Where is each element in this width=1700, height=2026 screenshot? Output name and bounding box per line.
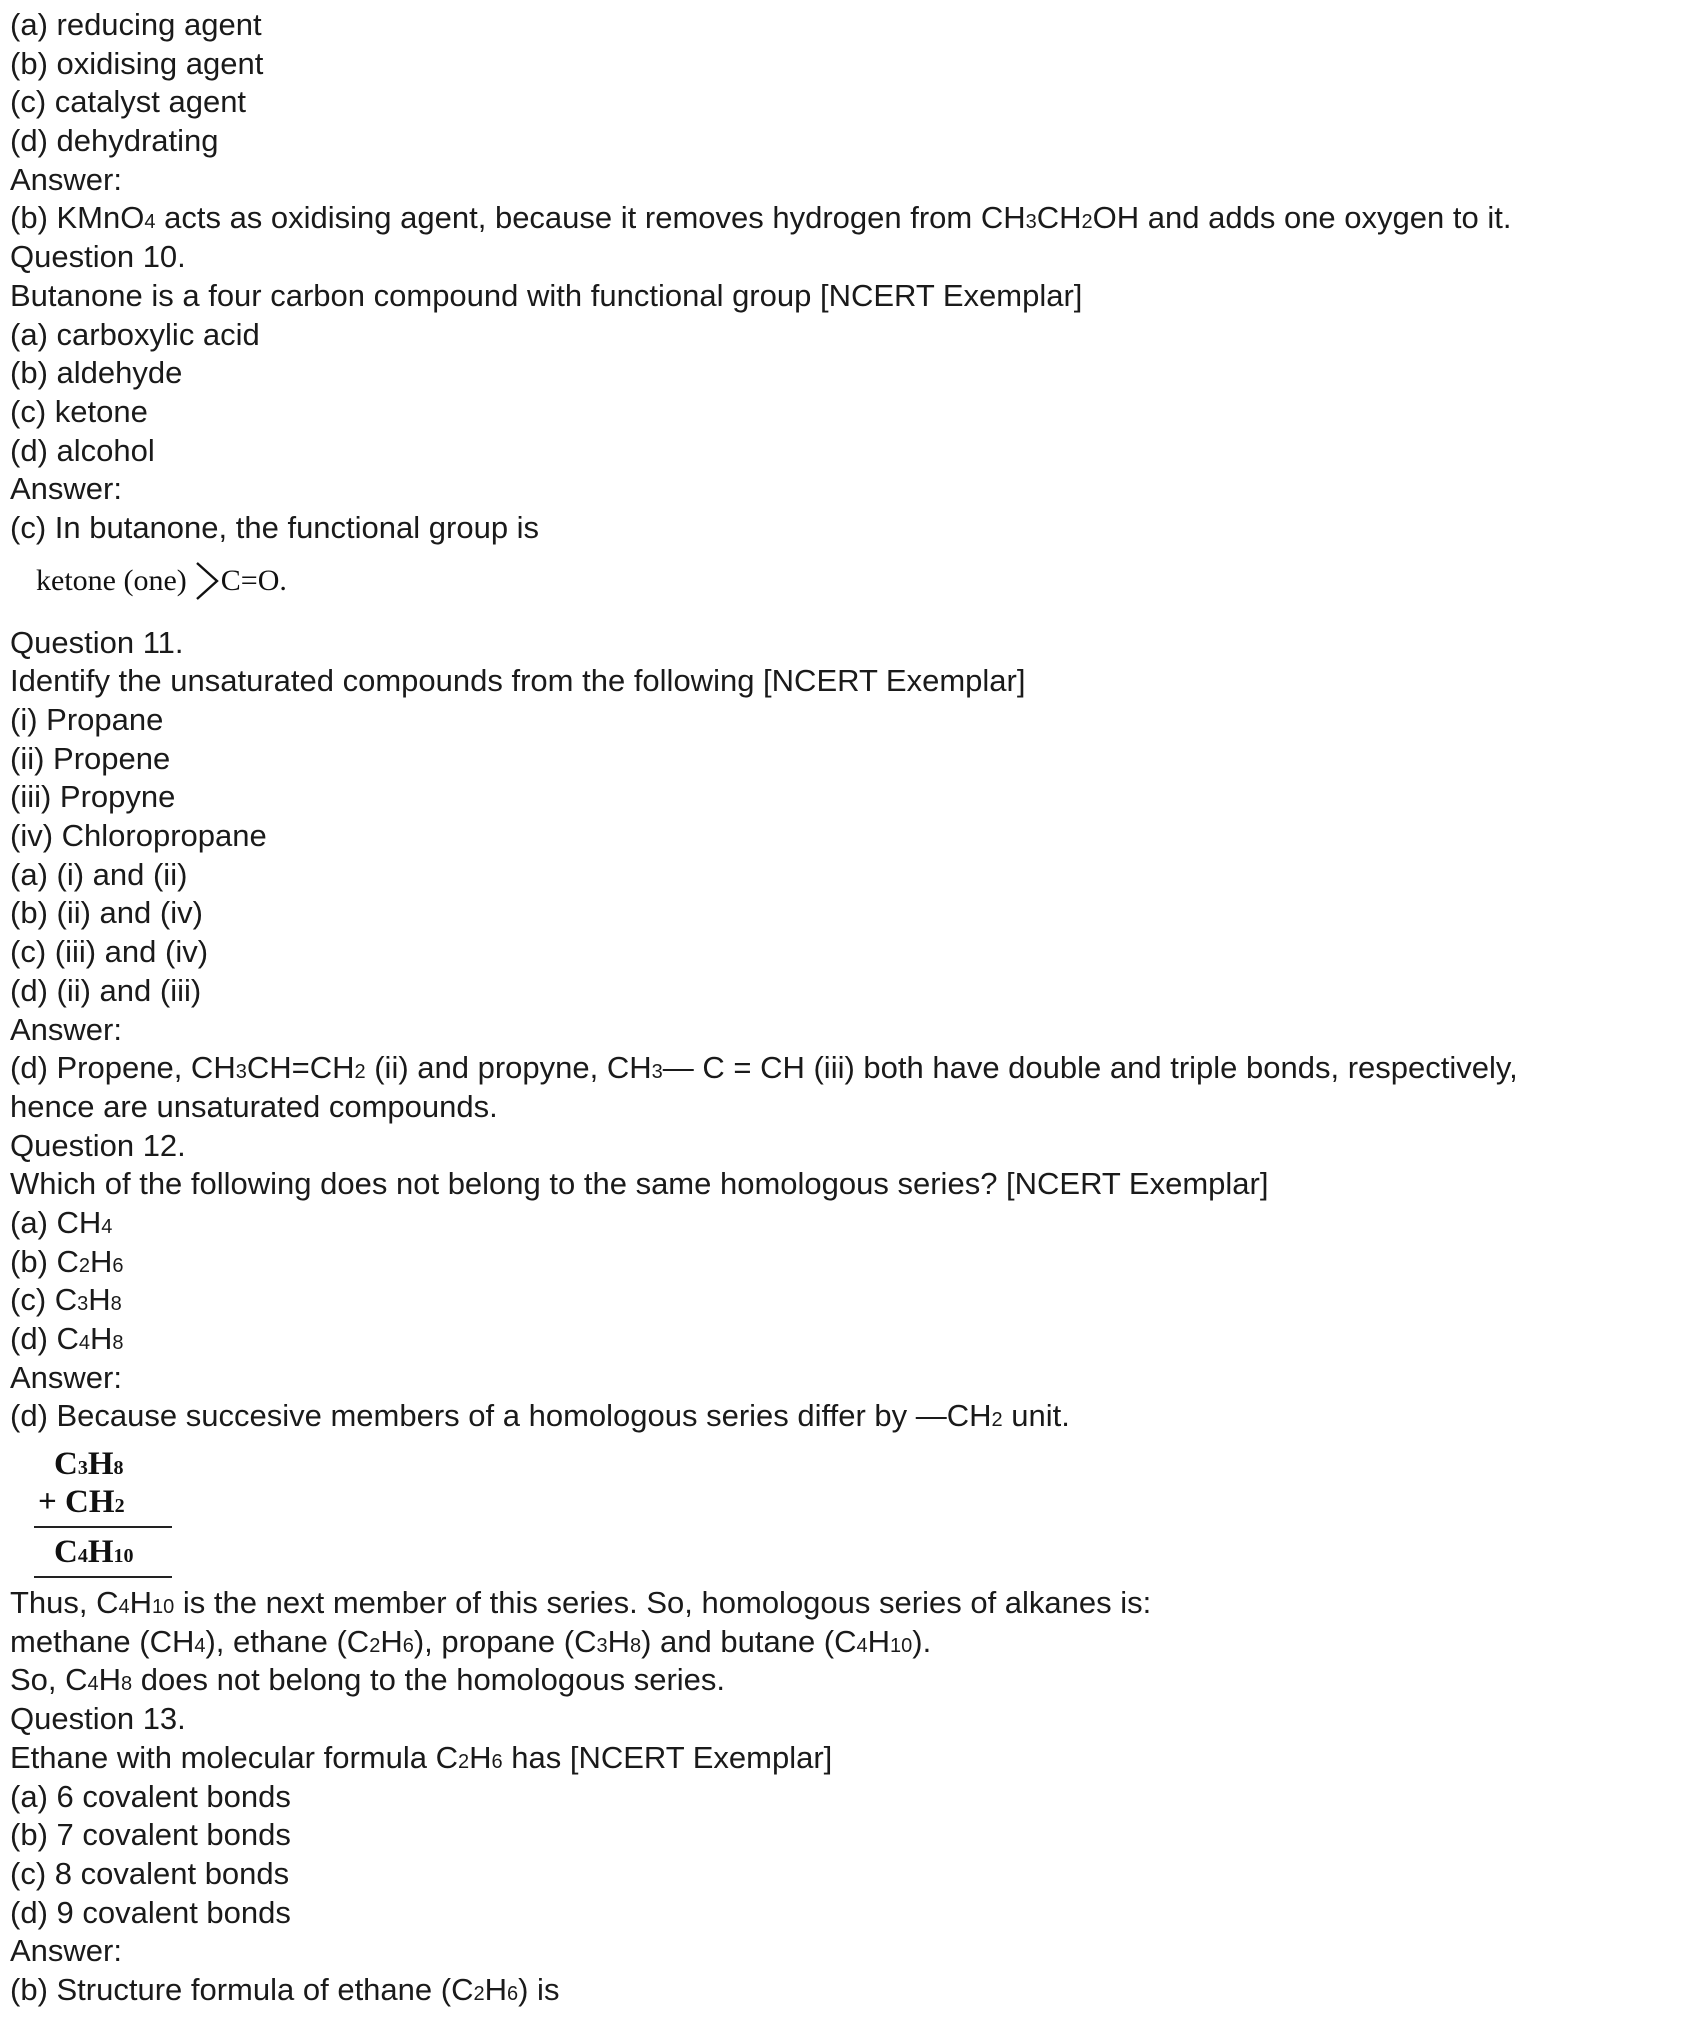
text-part: ), ethane (C <box>205 1623 370 1659</box>
q10-question: Butanone is a four carbon compound with functional group [NCERT Exemplar] <box>10 277 1083 313</box>
text-part: (b) Structure formula of ethane (C <box>10 1971 474 2007</box>
q9-answer-part: (b) KMnO <box>10 200 145 236</box>
text-part: does not belong to the homologous series. <box>132 1662 726 1698</box>
q10-option-b: (b) aldehyde <box>10 355 183 391</box>
q11-answer-text <box>10 1049 1690 1088</box>
q12-option-b <box>10 1243 1690 1282</box>
q12-title: Question 12. <box>10 1127 186 1163</box>
subscript: 2 <box>354 1061 366 1084</box>
text-part: ) is <box>518 1971 560 2007</box>
q9-answer-text <box>10 199 1690 238</box>
q12-answer-text <box>10 1397 1690 1436</box>
q11-item-i: (i) Propane <box>10 702 164 737</box>
text-part: So, C <box>10 1662 88 1698</box>
figure-sum-line <box>34 1526 172 1528</box>
formula-part: H <box>90 1243 113 1279</box>
q13-option-a: (a) 6 covalent bonds <box>10 1778 291 1814</box>
q13-answer-text <box>10 1971 1690 2010</box>
subscript: 2 <box>991 1409 1003 1432</box>
subscript: 6 <box>491 1750 503 1773</box>
subscript: 6 <box>507 1982 519 2005</box>
q12-explain-1 <box>10 1584 1690 1623</box>
q11-answer-label: Answer: <box>10 1011 122 1047</box>
formula-part: H <box>87 1534 114 1571</box>
subscript: 4 <box>77 1545 88 1568</box>
subscript: 4 <box>144 211 156 234</box>
subscript: 2 <box>78 1254 91 1277</box>
subscript: 4 <box>101 1215 113 1238</box>
text-part: is the next member of this series. So, homologous series of alkanes is: <box>174 1585 1152 1621</box>
ketone-figure-group: C=O. <box>220 563 287 597</box>
formula-part: H <box>87 1446 114 1483</box>
subscript: 8 <box>629 1634 642 1657</box>
text-part: H <box>484 1971 507 2007</box>
q12-option-c <box>10 1281 1690 1320</box>
text-part: H <box>469 1739 492 1775</box>
formula-part: (a) CH <box>10 1204 102 1240</box>
q12-question: Which of the following does not belong to the same homologous series? [NCERT Exemplar] <box>10 1166 1269 1202</box>
q9-option-d: (d) dehydrating <box>10 123 219 159</box>
subscript: 8 <box>113 1457 124 1480</box>
subscript: 6 <box>402 1634 414 1657</box>
q10-option-d: (d) alcohol <box>10 432 155 468</box>
text-part: has [NCERT Exemplar] <box>502 1739 833 1775</box>
q11-title: Question 11. <box>10 624 184 660</box>
q10-answer-label: Answer: <box>10 471 122 507</box>
subscript: 8 <box>121 1673 133 1696</box>
q13-answer-label: Answer: <box>10 1933 122 1969</box>
formula-part: H <box>88 1282 111 1318</box>
subscript: 2 <box>114 1495 125 1518</box>
formula-part: (d) C <box>10 1321 79 1356</box>
text-part: H <box>607 1623 630 1659</box>
q13-title: Question 13. <box>10 1701 186 1737</box>
subscript: 6 <box>112 1254 124 1277</box>
q10-title: Question 10. <box>10 239 186 275</box>
q12-option-a <box>10 1204 1690 1243</box>
subscript: 3 <box>651 1061 663 1084</box>
q12-explain-2 <box>10 1623 1690 1662</box>
subscript: 4 <box>87 1673 99 1696</box>
q13-option-c: (c) 8 covalent bonds <box>10 1855 290 1891</box>
formula-part: + CH <box>38 1484 115 1521</box>
formula-part: (c) C <box>10 1282 78 1318</box>
subscript: 4 <box>856 1634 868 1657</box>
q9-answer-part: OH and adds one oxygen to it. <box>1092 200 1512 236</box>
subscript: 2 <box>457 1750 470 1773</box>
text-part: methane (CH <box>10 1623 195 1659</box>
q11-item-ii: (ii) Propene <box>10 740 171 776</box>
subscript: 3 <box>235 1061 247 1084</box>
q11-answer-part: CH=CH <box>246 1050 355 1086</box>
subscript: 8 <box>112 1332 124 1354</box>
text-part: H <box>867 1623 891 1659</box>
subscript: 10 <box>152 1596 175 1619</box>
q10-option-c: (c) ketone <box>10 393 148 429</box>
text-part: ). <box>912 1623 932 1659</box>
formula-part: C <box>54 1446 78 1483</box>
subscript: 4 <box>194 1634 206 1657</box>
subscript: 10 <box>113 1545 134 1568</box>
subscript: 4 <box>118 1596 130 1619</box>
q10-option-a: (a) carboxylic acid <box>10 316 260 352</box>
q13-option-b: (b) 7 covalent bonds <box>10 1817 291 1853</box>
ketone-figure-label: ketone (one) <box>36 563 187 597</box>
q13-question <box>10 1739 1690 1778</box>
q11-answer-text-line2: hence are unsaturated compounds. <box>10 1088 498 1124</box>
text-part: ), propane (C <box>413 1623 597 1659</box>
q10-answer-text: (c) In butanone, the functional group is <box>10 509 540 545</box>
q9-option-a: (a) reducing agent <box>10 7 262 42</box>
q11-option-a: (a) (i) and (ii) <box>10 856 188 892</box>
text-part: Ethane with molecular formula C <box>10 1739 458 1775</box>
ketone-functional-group-figure <box>10 556 1690 606</box>
figure-row-plus-ch2 <box>38 1484 125 1524</box>
q12-answer-part: unit. <box>1002 1398 1070 1434</box>
text-part: H <box>98 1662 122 1698</box>
subscript: 10 <box>890 1634 913 1657</box>
q11-answer-part: (ii) and propyne, CH <box>365 1050 652 1086</box>
text-part: H <box>129 1585 153 1621</box>
homologous-addition-figure <box>10 1442 1690 1584</box>
q13-option-d: (d) 9 covalent bonds <box>10 1894 291 1930</box>
q11-question: Identify the unsaturated compounds from the following [NCERT Exemplar] <box>10 663 1026 699</box>
q9-option-c: (c) catalyst agent <box>10 84 247 120</box>
ketone-bonds-icon <box>195 559 219 603</box>
subscript: 2 <box>473 1982 485 2005</box>
text-part: Thus, C <box>10 1585 119 1621</box>
figure-bottom-line <box>34 1576 172 1578</box>
q12-explain-3 <box>10 1661 1690 1700</box>
formula-part: C <box>54 1534 78 1571</box>
q11-option-c: (c) (iii) and (iv) <box>10 934 209 970</box>
subscript: 3 <box>596 1634 608 1657</box>
figure-row-c3h8 <box>54 1446 124 1486</box>
q11-answer-part: — C = CH (iii) both have double and triple bonds, respectively, <box>662 1050 1518 1086</box>
q9-answer-label: Answer: <box>10 161 122 197</box>
text-part: H <box>380 1623 403 1659</box>
q11-answer-part: (d) Propene, CH <box>10 1050 236 1086</box>
subscript: 2 <box>369 1634 381 1657</box>
formula-part: H <box>90 1321 113 1356</box>
subscript: 3 <box>77 1457 88 1480</box>
figure-row-c4h10 <box>54 1534 134 1574</box>
q11-item-iv: (iv) Chloropropane <box>10 818 267 854</box>
subscript: 2 <box>1081 211 1093 234</box>
q11-option-b: (b) (ii) and (iv) <box>10 895 203 931</box>
q12-answer-label: Answer: <box>10 1359 122 1395</box>
q11-item-iii: (iii) Propyne <box>10 779 176 815</box>
q9-option-b: (b) oxidising agent <box>10 45 264 81</box>
q11-option-d: (d) (ii) and (iii) <box>10 972 202 1008</box>
formula-part: (b) C <box>10 1243 79 1279</box>
q12-option-d <box>10 1320 1690 1359</box>
subscript: 4 <box>78 1332 91 1354</box>
q9-answer-part: acts as oxidising agent, because it removes hydrogen from CH <box>155 200 1026 236</box>
subscript: 3 <box>1025 211 1037 234</box>
text-part: ) and butane (C <box>641 1623 857 1659</box>
q12-answer-part: (d) Because succesive members of a homologous series differ by —CH <box>10 1398 992 1434</box>
subscript: 3 <box>77 1293 89 1316</box>
document-page <box>10 6 1690 2010</box>
subscript: 8 <box>110 1293 122 1316</box>
q9-answer-part: CH <box>1036 200 1082 236</box>
